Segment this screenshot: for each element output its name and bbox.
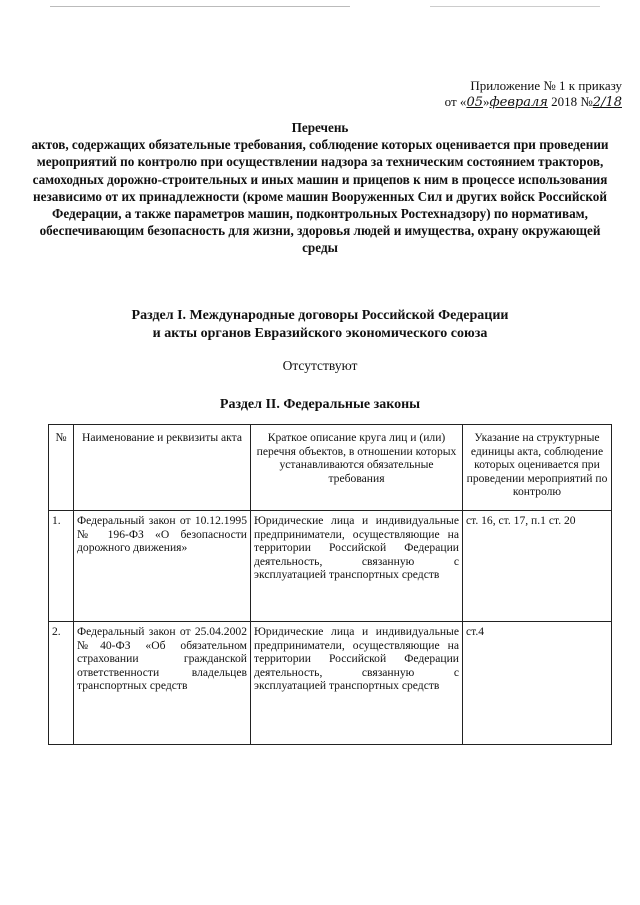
table-row <box>49 622 612 745</box>
row-act-name: Федеральный закон от 25.04.2002 №40-ФЗ «Об обязательном страховании гражданской ответственности владельцев транспортных средств <box>74 622 251 745</box>
row-structural-units: ст.4 <box>463 622 612 745</box>
row-description: Юридические лица и индивидуальные предприниматели, осуществляющие на территории Российской Федерации деятельность, связанную с эксплуатацией транспортных средств <box>251 511 463 622</box>
section-1-status: Отсутствуют <box>282 358 358 373</box>
title-body: актов, содержащих обязательные требования, соблюдение которых оценивается при проведении мероприятий по контролю при осуществлении надзора за техническим состоянием тракторов, самоходных дорожно-строительных и иных машин и прицепов к ним в процессе использования независимо от их принадлежности (кроме машин Вооруженных Сил и других войск Российской Федерации, а также параметров машин, подконтрольных Ростехнадзору) по нормативам, обеспечивающим безопасность для жизни, здоровья людей и имущества, охрану окружающей среды <box>31 137 609 256</box>
header-act-name: Наименование и реквизиты акта <box>74 425 251 511</box>
section-2-title: Раздел II. Федеральные законы <box>219 397 421 412</box>
federal-laws-table <box>48 424 612 745</box>
appendix-quote-close: » <box>482 94 490 109</box>
appendix-line-2 <box>445 94 622 111</box>
section-1-title <box>30 307 610 343</box>
table-header-row <box>49 425 612 511</box>
section-1-line-2: и акты органов Евразийского экономического союза <box>152 326 488 341</box>
document-title <box>30 119 610 257</box>
row-number: 2. <box>49 622 74 745</box>
appendix-day-handwritten: 05 <box>466 95 483 110</box>
header-description: Краткое описание круга лиц и (или) перечня объектов, в отношении которых устанавливаются обязательные требования <box>251 425 463 511</box>
appendix-from: от « <box>444 94 467 109</box>
header-structural-units: Указание на структурные единицы акта, соблюдение которых оценивается при проведении мероприятий по контролю <box>463 425 612 511</box>
header-number: № <box>49 425 74 511</box>
title-heading: Перечень <box>291 120 349 135</box>
section-1-line-1: Раздел I. Международные договоры Российской Федерации <box>131 308 509 323</box>
table-row <box>49 511 612 622</box>
appendix-reference <box>445 78 622 111</box>
row-structural-units: ст. 16, ст. 17, п.1 ст. 20 <box>463 511 612 622</box>
appendix-year: 2018 № <box>547 94 593 109</box>
appendix-line-1: Приложение № 1 к приказу <box>470 78 622 93</box>
row-description: Юридические лица и индивидуальные предприниматели, осуществляющие на территории Российской Федерации деятельность, связанную с эксплуатацией транспортных средств <box>251 622 463 745</box>
row-number: 1. <box>49 511 74 622</box>
appendix-month-handwritten: февраля <box>489 95 548 110</box>
scan-top-edge-line-right <box>430 6 600 7</box>
scan-top-edge-line <box>50 6 350 7</box>
appendix-number-handwritten: 2/18 <box>592 95 622 110</box>
row-act-name: Федеральный закон от 10.12.1995 № 196-ФЗ «О безопасности дорожного движения» <box>74 511 251 622</box>
